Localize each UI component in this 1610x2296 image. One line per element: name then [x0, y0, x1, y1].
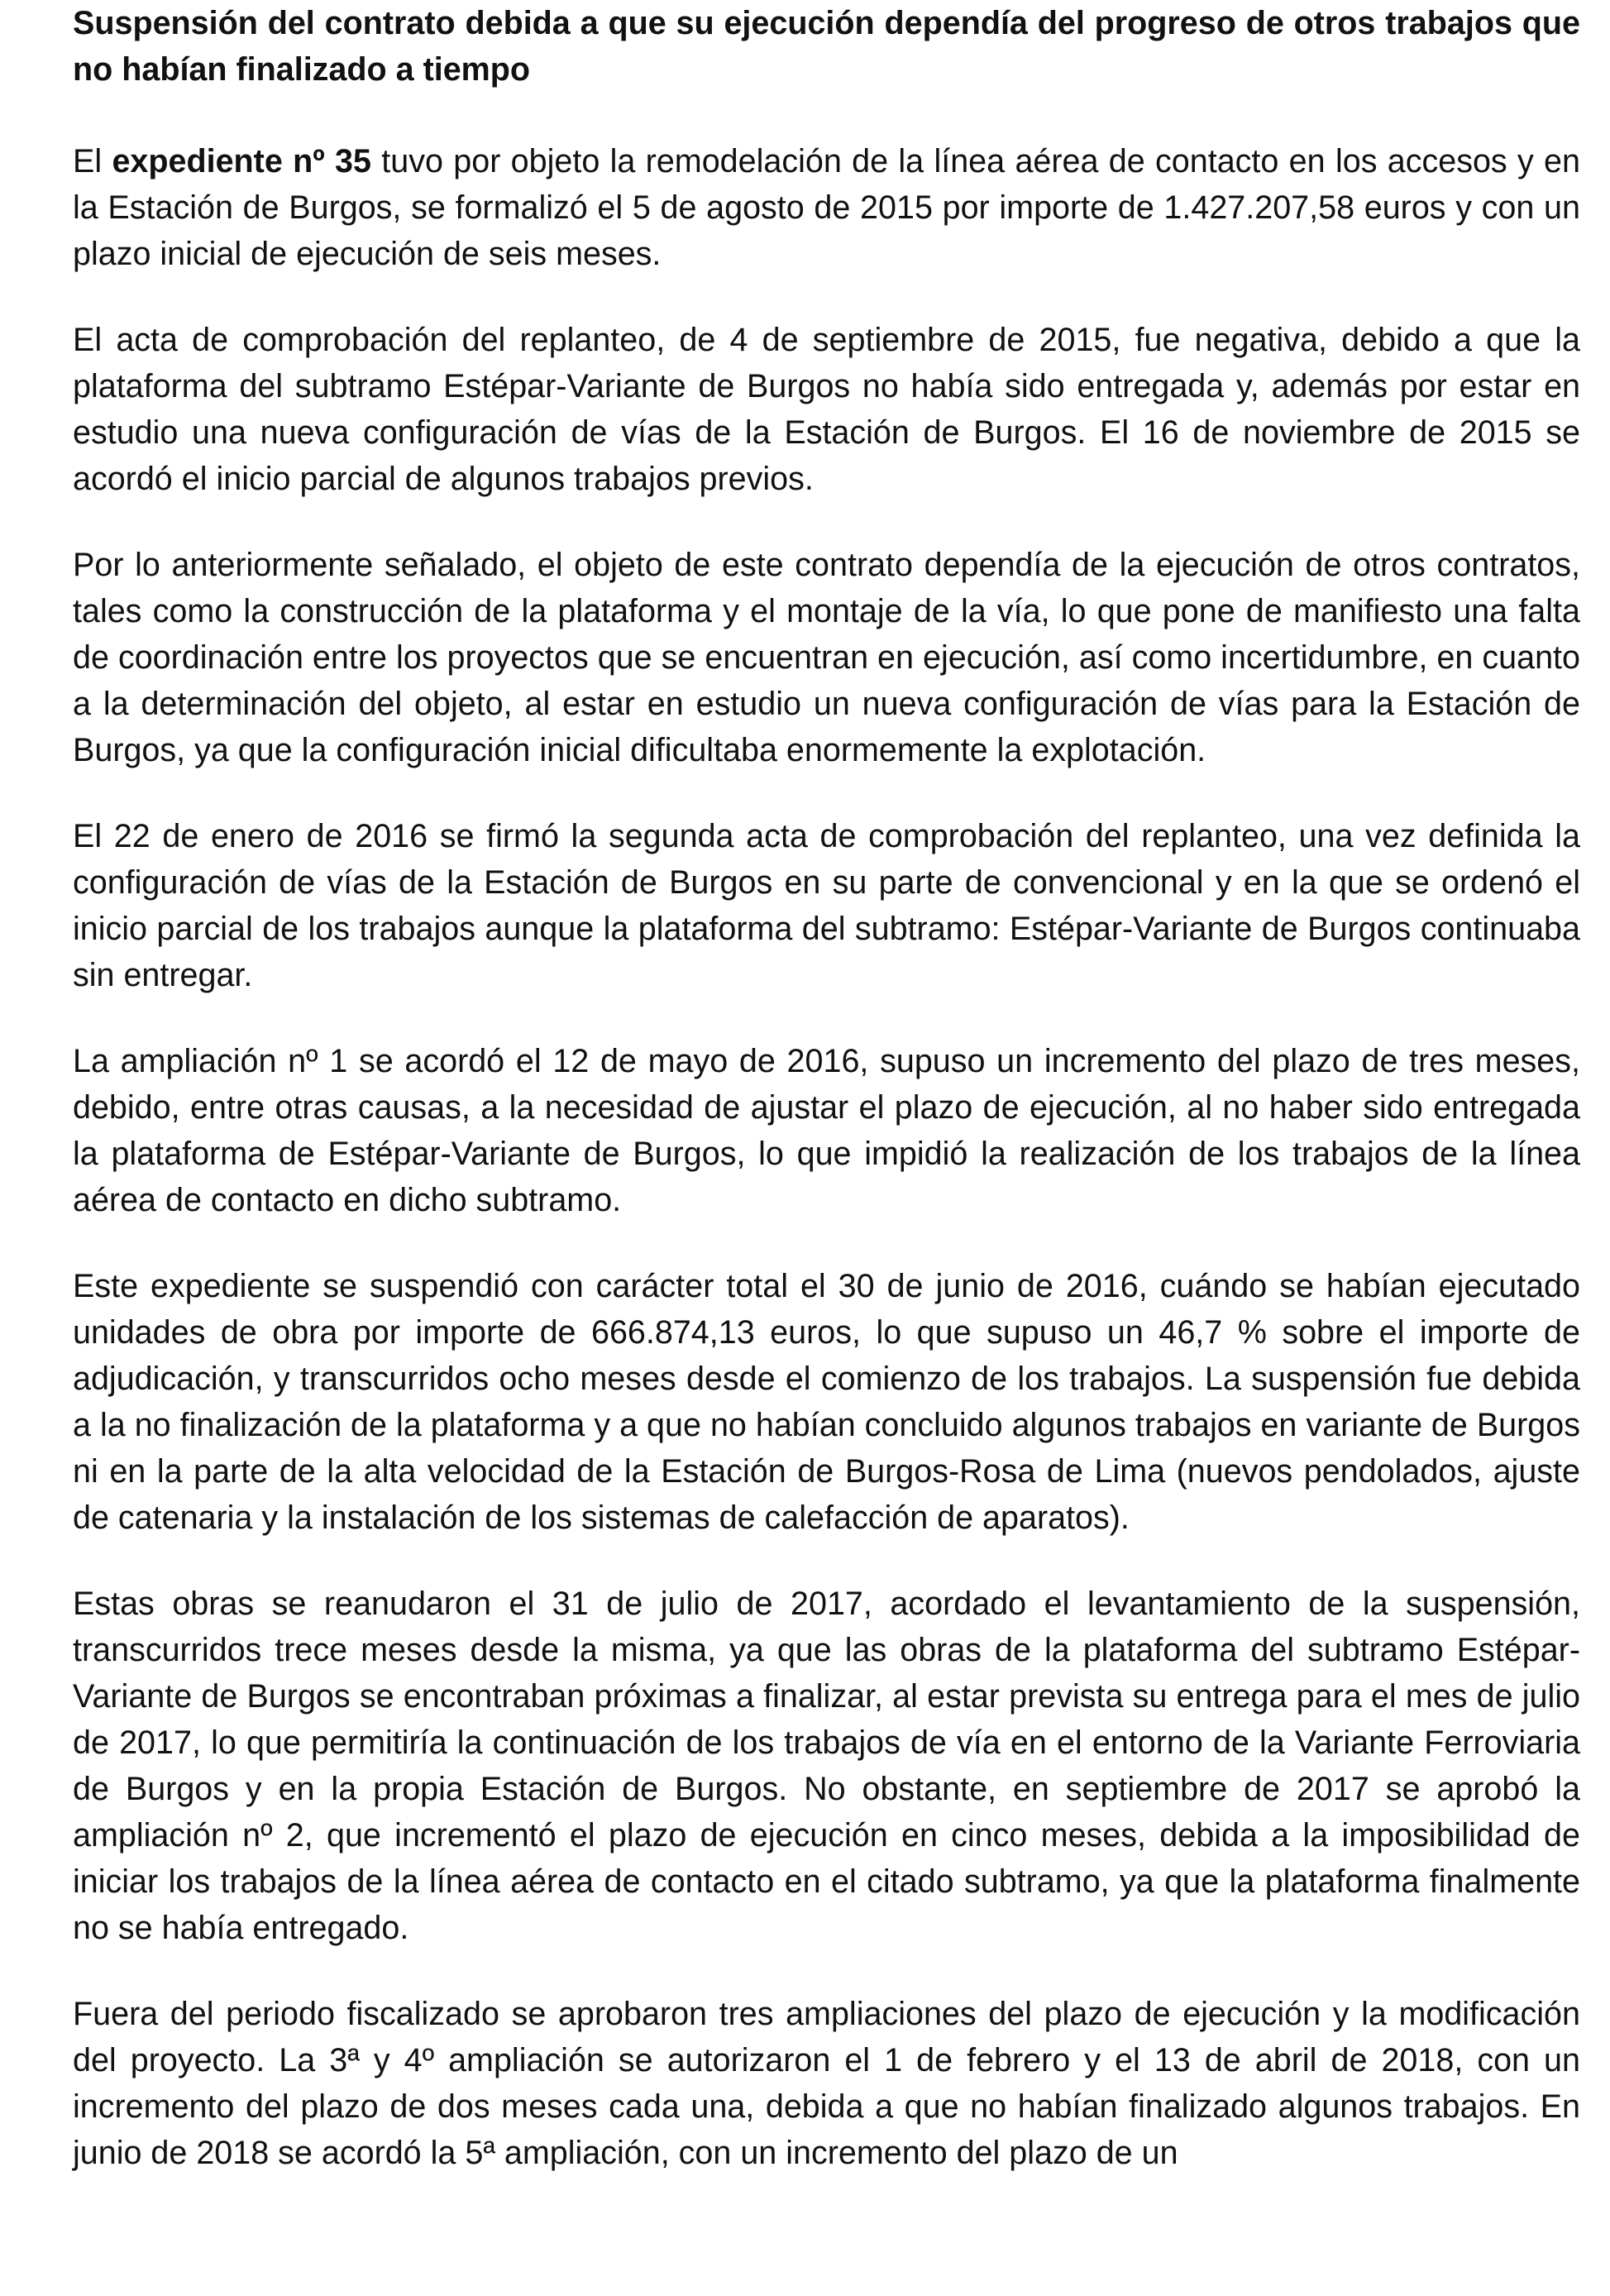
document-page — [73, 0, 1580, 2176]
paragraph-expediente — [73, 138, 1580, 277]
section-heading: Suspensión del contrato debida a que su ejecución dependía del progreso de otros trabajos que no habían finalizado a tiempo — [73, 5, 1580, 88]
expediente-number: expediente nº 35 — [112, 143, 371, 179]
paragraph-suspension: Este expediente se suspendió con carácter total el 30 de junio de 2016, cuándo se habían ejecutado unidades de obra por importe de 666.874,13 euros, lo que supuso un 46,7 % sobre el importe de adjudicación, y transcurridos ocho meses desde el comienzo de los trabajos. La suspensión fue debida a la no finalización de la plataforma y a que no habían concluido algunos trabajos en variante de Burgos ni en la parte de la alta velocidad de la Estación de Burgos-Rosa de Lima (nuevos pendolados, ajuste de catenaria y la instalación de los sistemas de calefacción de aparatos). — [73, 1268, 1580, 1536]
paragraph-ampliacion-1: La ampliación nº 1 se acordó el 12 de mayo de 2016, supuso un incremento del plazo de tres meses, debido, entre otras causas, a la necesidad de ajustar el plazo de ejecución, al no haber sido entregada la plataforma de Estépar-Variante de Burgos, lo que impidió la realización de los trabajos de la línea aérea de contacto en dicho subtramo. — [73, 1043, 1580, 1218]
paragraph-reanudacion: Estas obras se reanudaron el 31 de julio de 2017, acordado el levantamiento de la suspensión, transcurridos trece meses desde la misma, ya que las obras de la plataforma del subtramo Estépar-Variante de Burgos se encontraban próximas a finalizar, al estar prevista su entrega para el mes de julio de 2017, lo que permitiría la continuación de los trabajos de vía en el entorno de la Variante Ferroviaria de Burgos y en la propia Estación de Burgos. No obstante, en septiembre de 2017 se aprobó la ampliación nº 2, que incrementó el plazo de ejecución en cinco meses, debida a la imposibilidad de iniciar los trabajos de la línea aérea de contacto en el citado subtramo, ya que la plataforma finalmente no se había entregado. — [73, 1586, 1580, 1946]
paragraph-prefix: El — [73, 143, 112, 179]
paragraph-fuera-periodo: Fuera del periodo fiscalizado se aprobaron tres ampliaciones del plazo de ejecución y la modificación del proyecto. La 3ª y 4º ampliación se autorizaron el 1 de febrero y el 13 de abril de 2018, con un incremento del plazo de dos meses cada una, debida a que no habían finalizado algunos trabajos. En junio de 2018 se acordó la 5ª ampliación, con un incremento del plazo de un — [73, 1996, 1580, 2171]
paragraph-suffix: tuvo por objeto la remodelación de la línea aérea de contacto en los accesos y en la Estación de Burgos, se formalizó el 5 de agosto de 2015 por importe de 1.427.207,58 euros y con un plazo inicial de ejecución de seis meses. — [73, 143, 1580, 272]
paragraph-segunda-acta: El 22 de enero de 2016 se firmó la segunda acta de comprobación del replanteo, una vez definida la configuración de vías de la Estación de Burgos en su parte de convencional y en la que se ordenó el inicio parcial de los trabajos aunque la plataforma del subtramo: Estépar-Variante de Burgos continuaba sin entregar. — [73, 818, 1580, 993]
paragraph-objeto-contrato: Por lo anteriormente señalado, el objeto de este contrato dependía de la ejecución de otros contratos, tales como la construcción de la plataforma y el montaje de la vía, lo que pone de manifiesto una falta de coordinación entre los proyectos que se encuentran en ejecución, así como incertidumbre, en cuanto a la determinación del objeto, al estar en estudio un nueva configuración de vías para la Estación de Burgos, ya que la configuración inicial dificultaba enormemente la explotación. — [73, 547, 1580, 768]
paragraph-acta-replanteo: El acta de comprobación del replanteo, de 4 de septiembre de 2015, fue negativa, debido a que la plataforma del subtramo Estépar-Variante de Burgos no había sido entregada y, además por estar en estudio una nueva configuración de vías de la Estación de Burgos. El 16 de noviembre de 2015 se acordó el inicio parcial de algunos trabajos previos. — [73, 322, 1580, 497]
